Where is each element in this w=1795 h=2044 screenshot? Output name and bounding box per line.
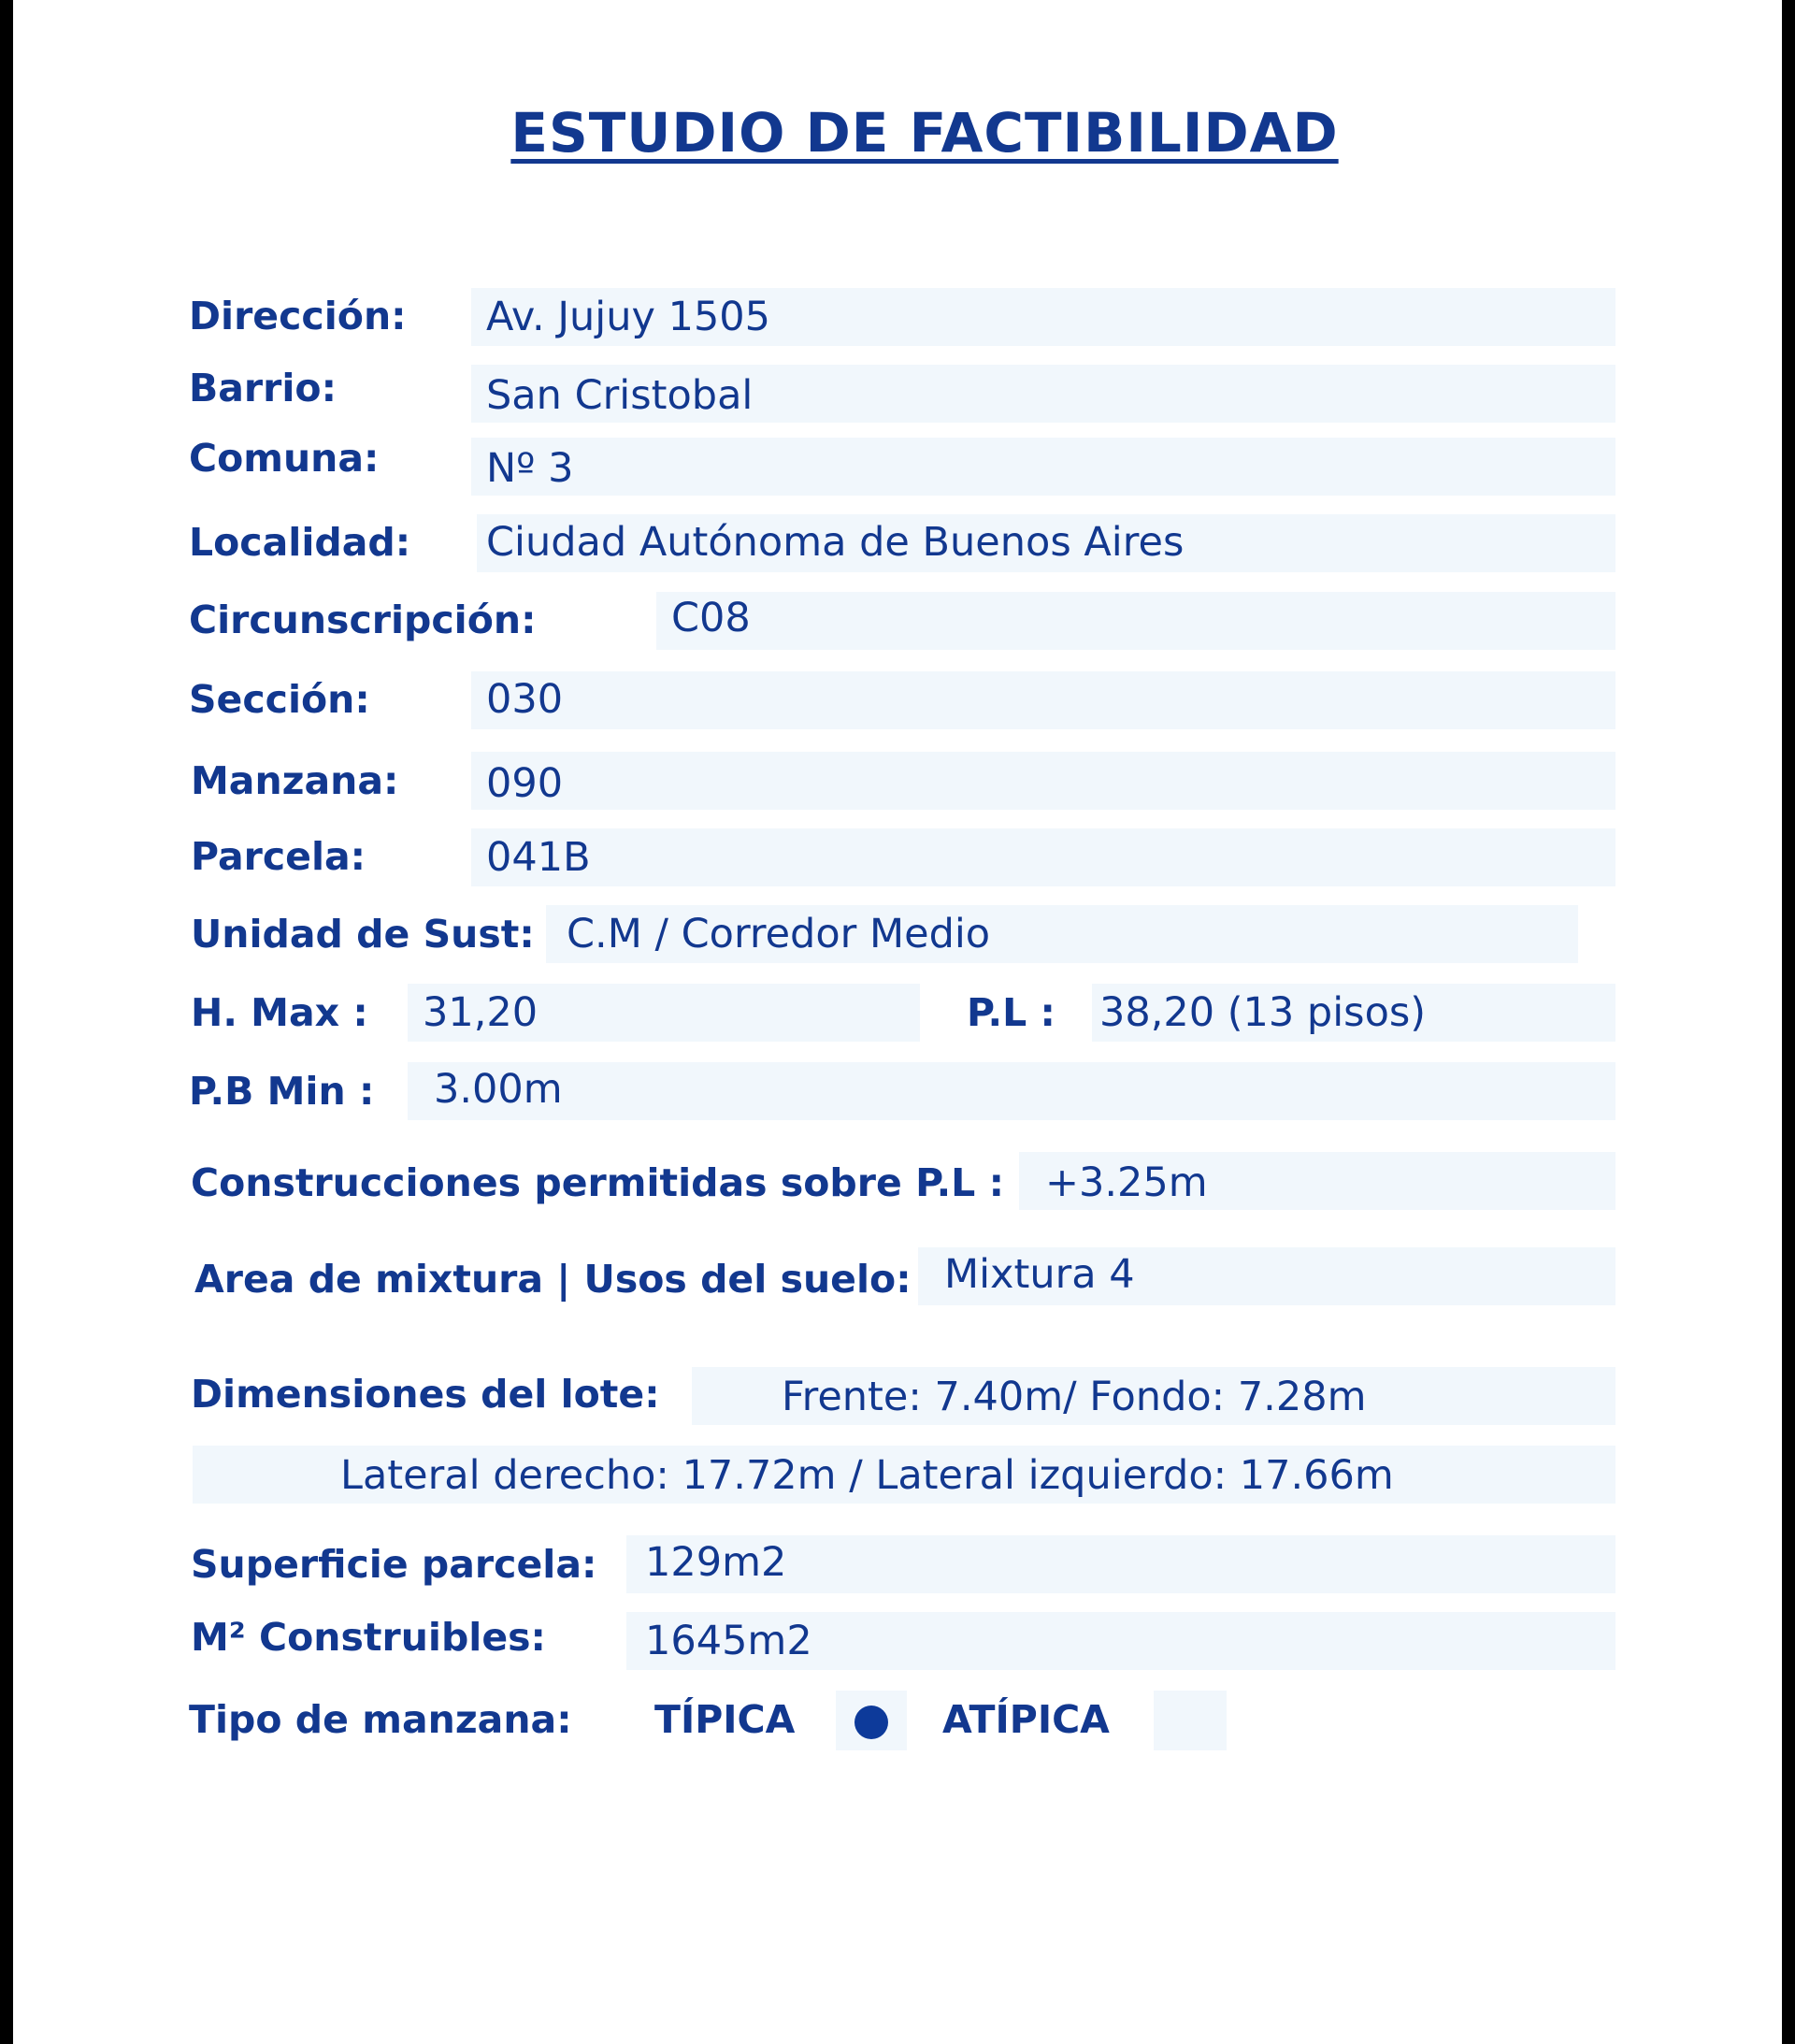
barrio-value: San Cristobal [486, 372, 754, 419]
atipica-option-label: ATÍPICA [942, 1697, 1110, 1742]
barrio-label: Barrio: [189, 366, 337, 410]
pb-min-field [408, 1062, 1616, 1120]
tipica-option-label: TÍPICA [654, 1697, 796, 1742]
pb-min-value: 3.00m [434, 1066, 563, 1113]
circunscripcion-label: Circunscripción: [189, 597, 537, 642]
unidad-sust-label: Unidad de Sust: [191, 912, 535, 957]
circunscripcion-value: C08 [671, 595, 751, 641]
comuna-value: Nº 3 [486, 445, 574, 492]
seccion-value: 030 [486, 676, 564, 723]
comuna-label: Comuna: [189, 436, 380, 481]
atipica-checkbox[interactable] [1154, 1691, 1227, 1750]
tipica-checkbox[interactable] [836, 1691, 907, 1750]
construcciones-label: Construcciones permitidas sobre P.L : [191, 1160, 1004, 1205]
unidad-sust-value: C.M / Corredor Medio [567, 911, 991, 957]
comuna-field [471, 438, 1616, 496]
localidad-value: Ciudad Autónoma de Buenos Aires [486, 519, 1185, 566]
superficie-label: Superficie parcela: [191, 1542, 597, 1587]
tipo-manzana-label: Tipo de manzana: [189, 1697, 572, 1742]
page-title: ESTUDIO DE FACTIBILIDAD [510, 101, 1339, 165]
h-max-label: H. Max : [191, 990, 368, 1035]
superficie-value: 129m2 [645, 1539, 787, 1586]
pl-value: 38,20 (13 pisos) [1099, 989, 1427, 1036]
construcciones-value: +3.25m [1045, 1159, 1208, 1206]
manzana-field [471, 752, 1616, 810]
parcela-label: Parcela: [191, 834, 366, 879]
m2-construibles-label: M² Construibles: [191, 1615, 546, 1660]
h-max-value: 31,20 [423, 989, 538, 1036]
manzana-value: 090 [486, 760, 564, 807]
area-mixtura-label: Area de mixtura | Usos del suelo: [194, 1257, 912, 1302]
parcela-value: 041B [486, 834, 591, 881]
dimensiones-label: Dimensiones del lote: [191, 1372, 660, 1417]
circunscripcion-field [656, 592, 1616, 650]
direccion-value: Av. Jujuy 1505 [486, 294, 771, 340]
m2-construibles-value: 1645m2 [645, 1618, 812, 1664]
selected-dot-icon [854, 1706, 888, 1739]
seccion-label: Sección: [189, 677, 370, 722]
parcela-field [471, 828, 1616, 886]
document-page [13, 0, 1782, 2044]
dimensiones-laterales-value: Lateral derecho: 17.72m / Lateral izquierdo: 17.66m [340, 1452, 1394, 1499]
direccion-label: Dirección: [189, 294, 407, 338]
area-mixtura-value: Mixtura 4 [944, 1251, 1135, 1298]
pl-label: P.L : [967, 990, 1055, 1035]
seccion-field [471, 671, 1616, 729]
manzana-label: Manzana: [191, 758, 399, 803]
localidad-label: Localidad: [189, 520, 411, 565]
dimensiones-value: Frente: 7.40m/ Fondo: 7.28m [782, 1374, 1367, 1420]
pb-min-label: P.B Min : [189, 1069, 375, 1114]
